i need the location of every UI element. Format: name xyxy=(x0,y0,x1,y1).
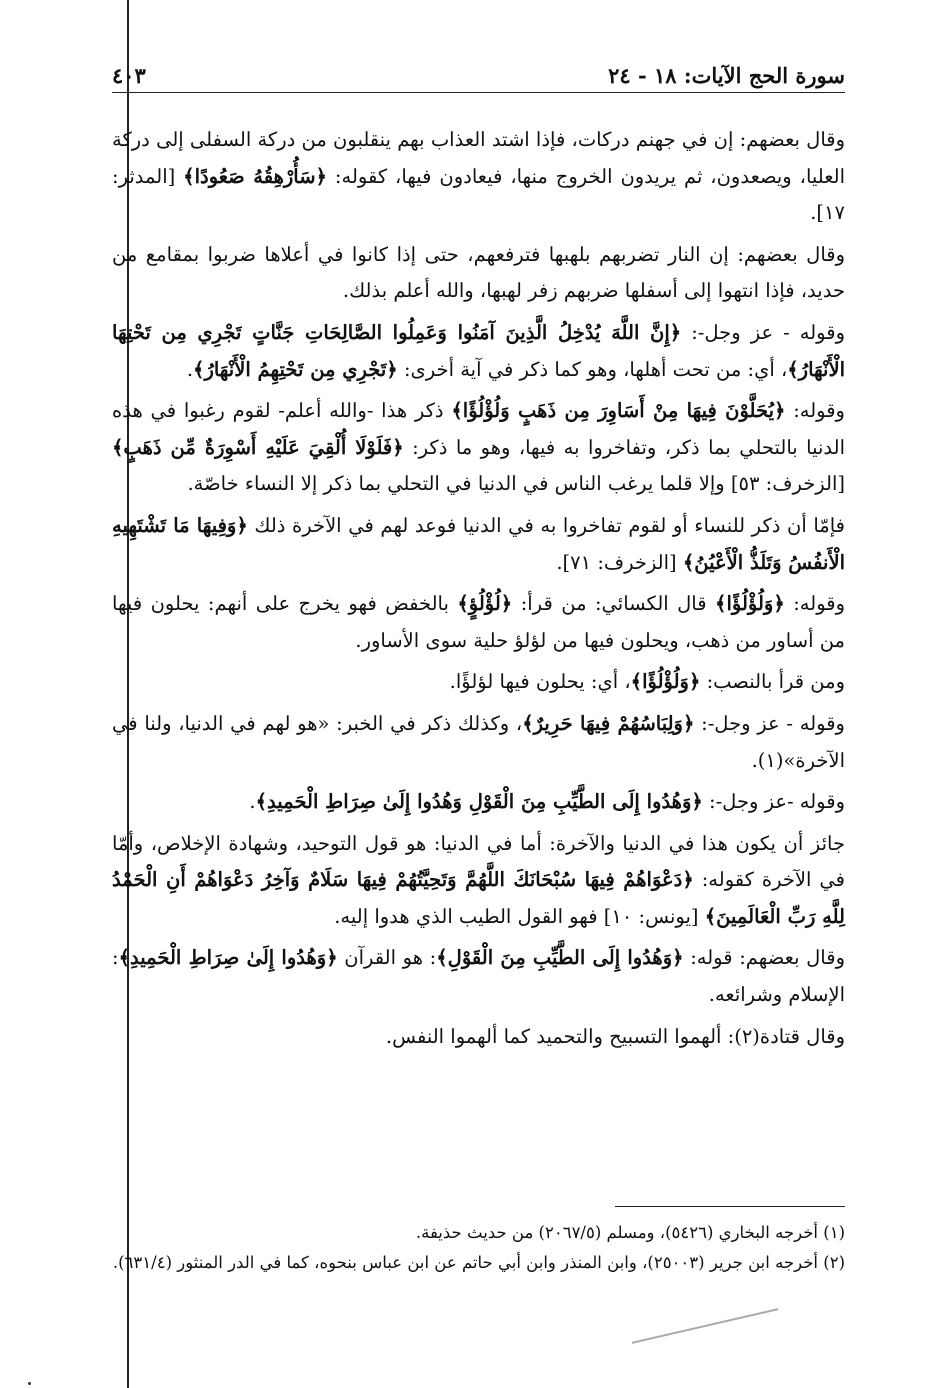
text-segment: ومن قرأ بالنصب: xyxy=(700,670,845,694)
quran-quote: ﴿وَلُؤْلُؤًا﴾ xyxy=(715,592,785,616)
text-segment: وقوله: xyxy=(784,592,846,616)
running-title: سورة الحج الآيات: ١٨ - ٢٤ xyxy=(608,62,845,88)
quran-quote: ﴿وَهُدُوا إِلَىٰ صِرَاطِ الْحَمِيدِ﴾ xyxy=(118,946,338,970)
page-header xyxy=(112,58,845,93)
quran-quote: ﴿وَفِيهَا مَا تَشْتَهِيهِ الْأَنفُسُ وَتَلَذُّ الْأَعْيُنُ﴾ xyxy=(112,513,845,574)
text-segment: [الزخرف: ٥٣] وإلا قلما يرغب الناس في الدنيا في التحلي بما ذكر إلا النساء خاصّة. xyxy=(187,472,845,496)
text-segment: : الإسلام وشرائعه. xyxy=(112,946,845,1007)
quran-quote: ﴿وَهُدُوا إِلَى الطَّيِّبِ مِنَ الْقَوْلِ وَهُدُوا إِلَىٰ صِرَاطِ الْحَمِيدِ﴾ xyxy=(255,790,703,814)
text-segment: ، أي: يحلون فيها لؤلؤًا. xyxy=(449,670,631,694)
paragraph xyxy=(112,940,845,1013)
text-segment: وقوله: xyxy=(785,399,845,423)
paragraph xyxy=(112,784,845,821)
text-segment: [المدثر: ١٧]. xyxy=(112,164,845,225)
quran-quote: ﴿وَلُؤْلُؤًا﴾ xyxy=(630,670,701,694)
main-text xyxy=(112,122,845,1060)
quran-quote: ﴿يُحَلَّوْنَ فِيهَا مِنْ أَسَاوِرَ مِن ذَهَبٍ وَلُؤْلُؤًا﴾ xyxy=(451,399,786,423)
text-segment: [يونس: ١٠] فهو القول الطيب الذي هدوا إليه. xyxy=(334,904,705,928)
quran-quote: ﴿دَعْوَاهُمْ فِيهَا سُبْحَانَكَ اللَّهُمَّ وَتَحِيَّتُهُمْ فِيهَا سَلَامٌ وَآخِرُ دَعْوَاهُمْ أَنِ الْحَمْدُ لِلَّهِ رَبِّ الْعَالَمِينَ﴾ xyxy=(112,868,845,928)
quran-quote: ﴿إِنَّ اللَّهَ يُدْخِلُ الَّذِينَ آمَنُوا وَعَمِلُوا الصَّالِحَاتِ جَنَّاتٍ تَجْرِي مِن تَحْتِهَا الْأَنْهَارُ﴾ xyxy=(112,320,845,381)
text-segment: وقال بعضهم: إن في جهنم دركات، فإذا اشتد العذاب بهم ينقلبون من دركة السفلى إلى دركة العليا، ويصعدون، ثم يريدون الخروج منها، فيعادون فيها، كقوله: xyxy=(112,128,845,188)
footnote-separator xyxy=(615,1206,845,1207)
text-segment: وقوله -عز وجل-: xyxy=(702,790,845,814)
text-segment: وقال بعضهم: قوله: xyxy=(683,946,845,970)
paragraph xyxy=(112,508,845,581)
text-segment: [الزخرف: ٧١]. xyxy=(556,550,683,574)
paragraph xyxy=(112,315,845,388)
text-segment: فإمّا أن ذكر للنساء أو لقوم تفاخروا به في الدنيا فوعد لهم في الآخرة ذلك xyxy=(247,513,845,537)
quran-quote: ﴿تَجْرِي مِن تَحْتِهِمُ الْأَنْهَارُ﴾ xyxy=(193,357,398,381)
text-segment: وقال بعضهم: إن النار تضربهم بلهبها فترفعهم، حتى إذا كانوا في أعلاها ضربوا بمقامع من حديد، فإذا انتهوا إلى أسفلها ضربهم زفر لهبها، والله أعلم بذلك. xyxy=(112,242,845,303)
text-segment: . xyxy=(186,357,194,381)
paragraph xyxy=(112,586,845,659)
paragraph xyxy=(112,393,845,503)
quran-quote: ﴿سَأُرْهِقُهُ صَعُودًا﴾ xyxy=(183,164,327,188)
quran-quote: ﴿وَلِبَاسُهُمْ فِيهَا حَرِيرٌ﴾ xyxy=(522,711,695,735)
paragraph xyxy=(112,122,845,232)
text-segment: قال الكسائي: من قرأ: xyxy=(512,592,716,616)
footnote: (١) أخرجه البخاري (٥٤٢٦)، ومسلم (٢٠٦٧/٥) من حديث حذيفة. xyxy=(415,1223,845,1242)
text-segment: وقال قتادة(٢): ألهموا التسبيح والتحميد كما ألهموا النفس. xyxy=(385,1024,845,1048)
quran-quote: ﴿فَلَوْلَا أُلْقِيَ عَلَيْهِ أَسْوِرَةٌ مِّن ذَهَبٍ﴾ xyxy=(112,435,404,459)
paragraph xyxy=(112,1019,845,1056)
text-segment: وقوله - عز وجل-: xyxy=(681,320,845,344)
text-segment: : هو القرآن xyxy=(337,946,437,970)
text-segment: بالخفض فهو يخرج على أنهم: يحلون فيها من أساور من ذهب، ويحلون فيها من لؤلؤ حلية سوى الأساور. xyxy=(112,592,845,652)
page-number: ٤٠٣ xyxy=(112,62,146,88)
text-segment: ، أي: من تحت أهلها، وهو كما ذكر في آية أخرى: xyxy=(397,357,788,381)
text-segment: . xyxy=(249,790,256,814)
paragraph xyxy=(112,706,845,779)
quran-quote: ﴿وَهُدُوا إِلَى الطَّيِّبِ مِنَ الْقَوْلِ﴾ xyxy=(436,946,684,970)
text-segment: ذكر هذا -والله أعلم- لقوم رغبوا في هذه الدنيا بالتحلي بما ذكر، وتفاخروا به فيها، وهو ما ذكر: xyxy=(112,399,845,459)
footnote: (٢) أخرجه ابن جرير (٢٥٠٠٣)، وابن المنذر وابن أبي حاتم عن ابن عباس بنحوه، كما في الدر المنثور (٦٣١/٤). xyxy=(112,1253,845,1272)
text-segment: ، وكذلك ذكر في الخبر: «هو لهم في الدنيا، ولنا في الآخرة»(١). xyxy=(112,711,845,772)
quran-quote: ﴿لُؤْلُؤٍ﴾ xyxy=(457,592,513,616)
scan-mark xyxy=(632,1308,779,1344)
footnotes xyxy=(112,1218,845,1278)
paragraph xyxy=(112,826,845,936)
text-segment: جائز أن يكون هذا في الدنيا والآخرة: أما في الدنيا: هو قول التوحيد، وشهادة الإخلاص، وأمّا في الآخرة كقوله: xyxy=(112,831,845,892)
paragraph xyxy=(112,664,845,701)
text-segment: وقوله - عز وجل-: xyxy=(694,711,845,735)
scan-dot xyxy=(28,1382,31,1385)
paragraph xyxy=(112,237,845,310)
